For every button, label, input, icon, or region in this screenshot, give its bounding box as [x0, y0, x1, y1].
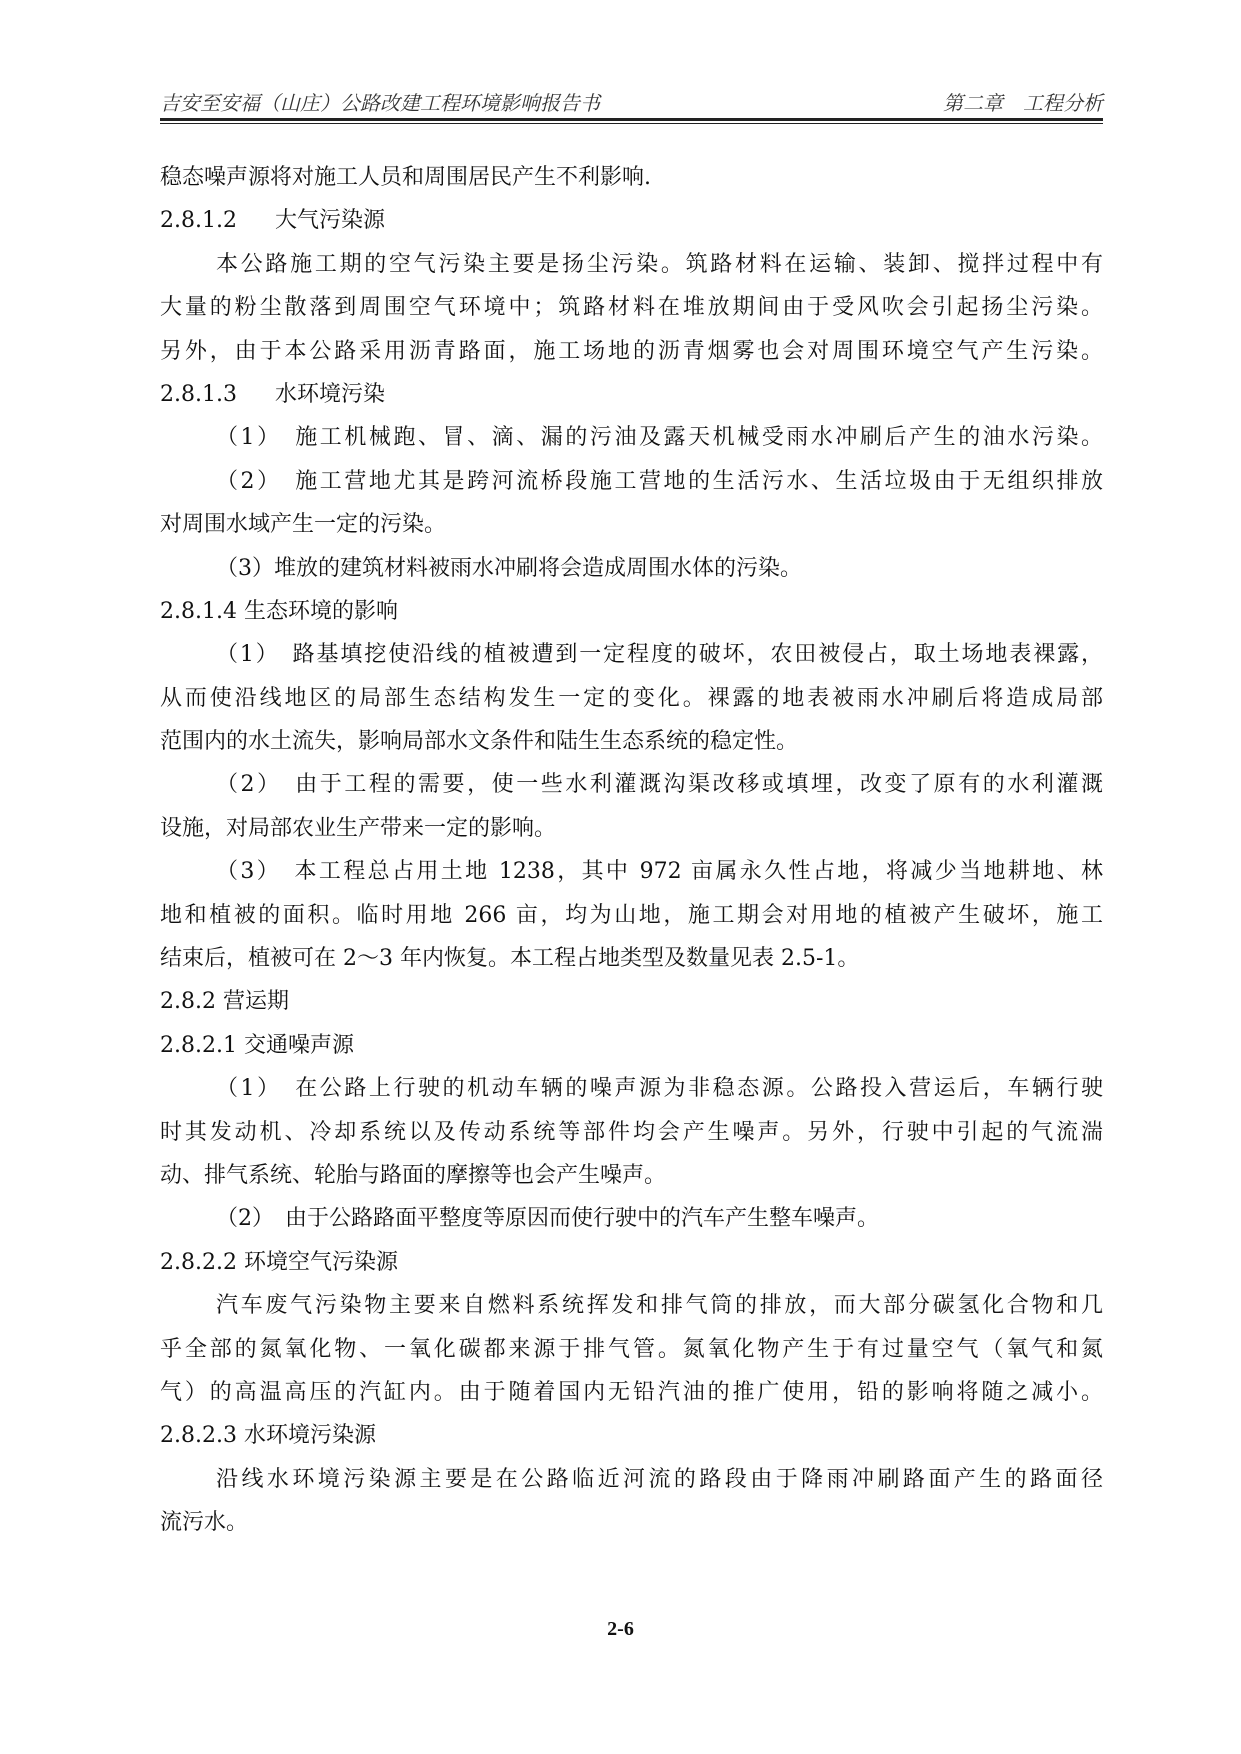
section-number: 2.8.1.3 — [160, 381, 237, 407]
text-line: 设施，对局部农业生产带来一定的影响。 — [160, 815, 557, 841]
text-line: 气）的高温高压的汽缸内。由于随着国内无铅汽油的推广使用，铅的影响将随之减小。 — [160, 1379, 1103, 1405]
text-line: 2.8.2.2 环境空气污染源 — [160, 1249, 398, 1275]
text-line: 2.8.1.4 生态环境的影响 — [160, 598, 398, 624]
text-line: 大量的粉尘散落到周围空气环境中；筑路材料在堆放期间由于受风吹会引起扬尘污染。 — [160, 295, 1103, 321]
running-header — [160, 84, 1103, 116]
section-heading — [160, 199, 1103, 242]
text-line: 动、排气系统、轮胎与路面的摩擦等也会产生噪声。 — [160, 1162, 667, 1188]
text-line: 本公路施工期的空气污染主要是扬尘污染。筑路材料在运输、装卸、搅拌过程中有 — [216, 251, 1103, 277]
text-line: 汽车废气污染物主要来自燃料系统挥发和排气筒的排放，而大部分碳氢化合物和几 — [216, 1293, 1103, 1319]
text-line: （1） 施工机械跑、冒、滴、漏的污油及露天机械受雨水冲刷后产生的油水污染。 — [216, 425, 1103, 451]
page-number: 2-6 — [607, 1618, 634, 1640]
text-line: 乎全部的氮氧化物、一氧化碳都来源于排气管。氮氧化物产生于有过量空气（氧气和氮 — [160, 1336, 1103, 1362]
text-line: （2） 由于工程的需要，使一些水利灌溉沟渠改移或填埋，改变了原有的水利灌溉 — [216, 772, 1103, 798]
text-line: （1） 路基填挖使沿线的植被遭到一定程度的破坏，农田被侵占，取土场地表裸露， — [216, 642, 1103, 668]
text-line: （3）堆放的建筑材料被雨水冲刷将会造成周围水体的污染。 — [216, 555, 802, 581]
text-line: （2） 施工营地尤其是跨河流桥段施工营地的生活污水、生活垃圾由于无组织排放 — [216, 468, 1103, 494]
text-line: 对周围水域产生一定的污染。 — [160, 512, 447, 538]
text-line: 从而使沿线地区的局部生态结构发生一定的变化。裸露的地表被雨水冲刷后将造成局部 — [160, 685, 1103, 711]
text-line: 沿线水环境污染源主要是在公路临近河流的路段由于降雨冲刷路面产生的路面径 — [216, 1466, 1103, 1492]
text-line: （1） 在公路上行驶的机动车辆的噪声源为非稳态源。公路投入营运后，车辆行驶 — [216, 1076, 1103, 1102]
section-title: 水环境污染 — [275, 381, 386, 407]
header-report-title: 吉安至安福（山庄）公路改建工程环境影响报告书 — [160, 91, 600, 115]
body-text — [160, 156, 1103, 1545]
section-number: 2.8.1.2 — [160, 208, 237, 234]
text-line: 范围内的水土流失，影响局部水文条件和陆生生态系统的稳定性。 — [160, 729, 799, 755]
text-line: （2） 由于公路路面平整度等原因而使行驶中的汽车产生整车噪声。 — [216, 1206, 879, 1232]
text-line: 2.8.2.3 水环境污染源 — [160, 1423, 376, 1449]
text-line: 地和植被的面积。临时用地 266 亩，均为山地，施工期会对用地的植被产生破坏，施工 — [160, 902, 1103, 928]
section-heading — [160, 373, 1103, 416]
header-chapter-title: 第二章 工程分析 — [943, 91, 1103, 115]
text-line: 结束后，植被可在 2～3 年内恢复。本工程占地类型及数量见表 2.5-1。 — [160, 946, 860, 972]
text-line: （3） 本工程总占用土地 1238，其中 972 亩属永久性占地，将减少当地耕地、林 — [216, 859, 1103, 885]
header-rule-thick — [160, 118, 1103, 121]
header-rule-thin — [160, 123, 1103, 124]
text-line: 时其发动机、冷却系统以及传动系统等部件均会产生噪声。另外，行驶中引起的气流湍 — [160, 1119, 1103, 1145]
text-line: 2.8.2 营运期 — [160, 989, 289, 1015]
text-line: 流污水。 — [160, 1510, 249, 1536]
text-line: 稳态噪声源将对施工人员和周围居民产生不利影响. — [160, 165, 651, 190]
text-line: 2.8.2.1 交通噪声源 — [160, 1032, 354, 1058]
text-line: 另外，由于本公路采用沥青路面，施工场地的沥青烟雾也会对周围环境空气产生污染。 — [160, 338, 1103, 364]
section-title: 大气污染源 — [275, 208, 386, 234]
